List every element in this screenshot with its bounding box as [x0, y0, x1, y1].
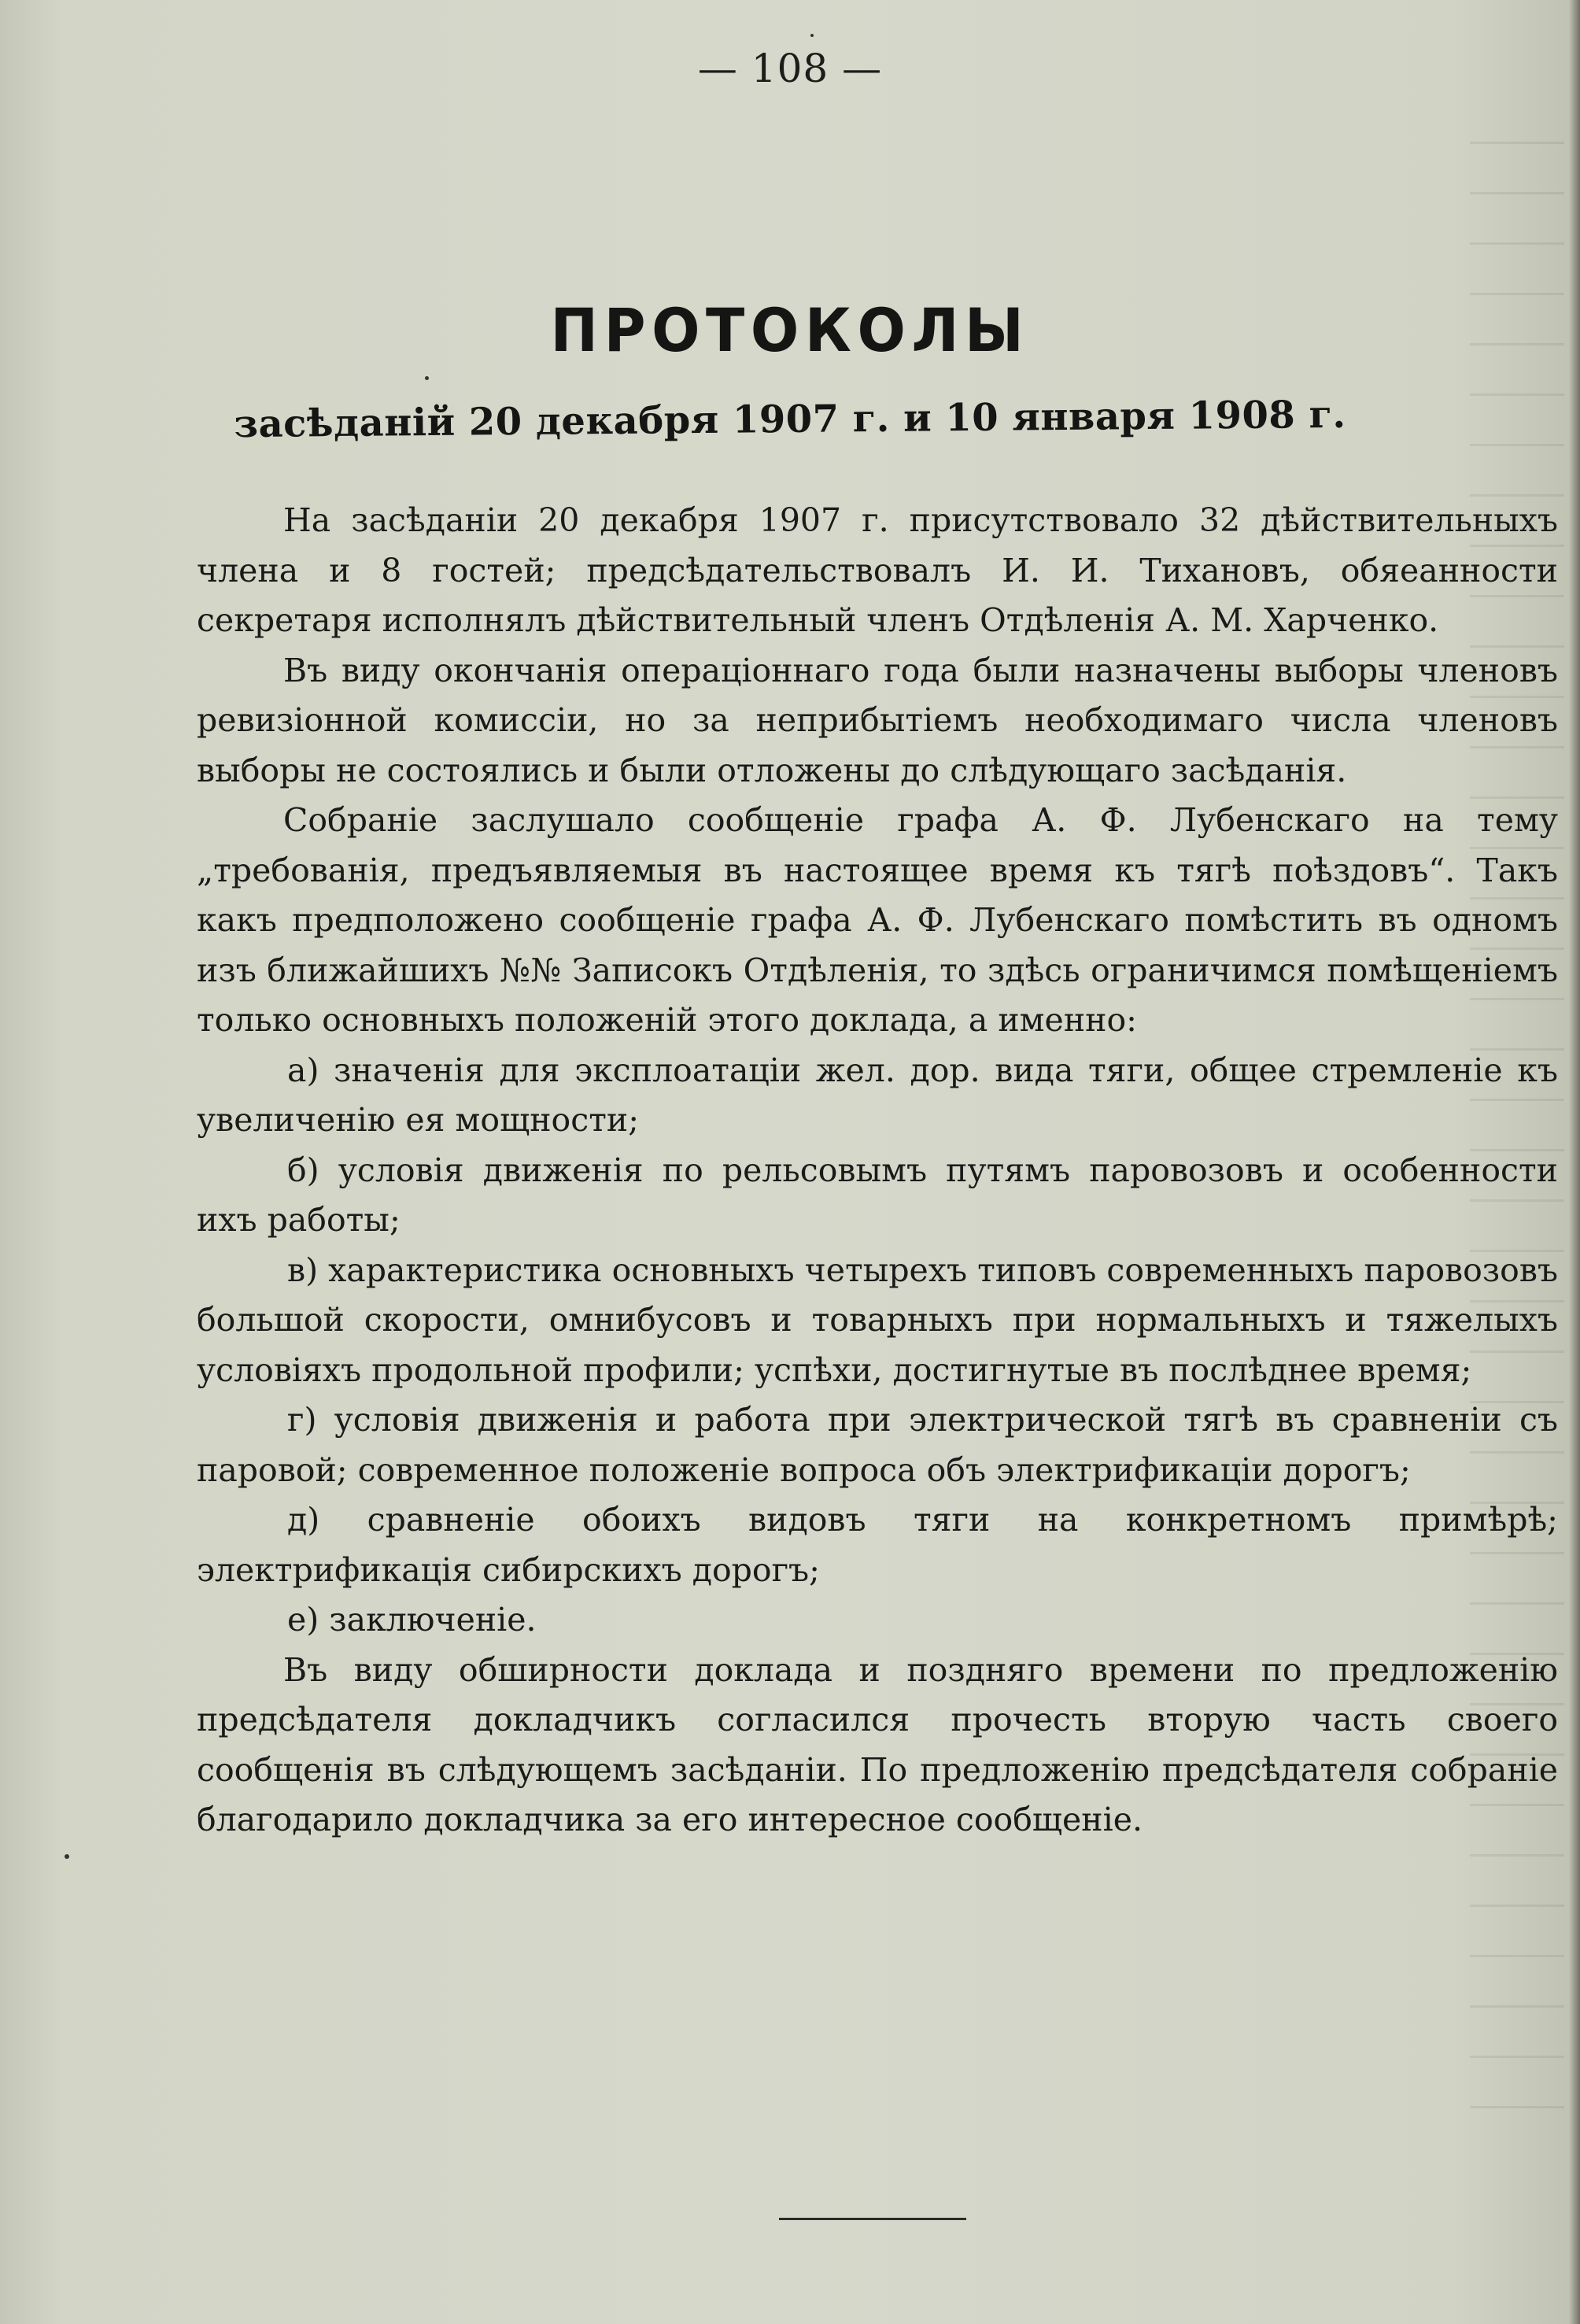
page-edge-shadow — [1569, 0, 1580, 2324]
list-item: а) значенія для эксплоатаціи жел. дор. вида тяги, общее стремленіе къ увеличенію ея мощности; — [197, 1051, 1558, 1139]
page-number: — 108 — — [697, 46, 883, 91]
page-title: ПРОТОКОЛЫ — [550, 295, 1030, 365]
paragraph: На засѣданіи 20 декабря 1907 г. присутствовало 32 дѣйствительныхъ члена и 8 гостей; предсѣдательствовалъ И. И. Тихановъ, обяеанности секретаря исполнялъ дѣйствительный членъ Отдѣленія А. М. Харченко. — [197, 501, 1558, 639]
document-body — [197, 496, 1558, 1846]
section-divider — [779, 2218, 966, 2220]
paragraph: Въ виду окончанія операціоннаго года были назначены выборы членовъ ревизіонной комиссіи, но за неприбытіемъ необходимаго числа членовъ выборы не состоялись и были отложены до слѣдующаго засѣданія. — [197, 651, 1558, 789]
page-subtitle: засѣданій 20 декабря 1907 г. и 10 января 1908 г. — [234, 392, 1346, 447]
print-speck — [65, 1854, 69, 1859]
list-item: в) характеристика основныхъ четырехъ типовъ современныхъ паровозовъ большой скорости, омнибусовъ и товарныхъ при нормальныхъ и тяжелыхъ условіяхъ продольной профили; успѣхи, достигнутые въ послѣднее время; — [197, 1251, 1558, 1389]
list-item: е) заключеніе. — [287, 1601, 537, 1639]
list-item: б) условія движенія по рельсовымъ путямъ паровозовъ и особенности ихъ работы; — [197, 1151, 1558, 1239]
closing-paragraph: Въ виду обширности доклада и поздняго времени по предложенію предсѣдателя докладчикъ согласился прочесть вторую часть своего сообщенія въ слѣдующемъ засѣданіи. По предложенію предсѣдателя собраніе благодарило докладчика за его интересное сообщеніе. — [197, 1650, 1558, 1838]
list-item: г) условія движенія и работа при электрической тягѣ въ сравненіи съ паровой; современное положеніе вопроса объ электрификаціи дорогъ; — [197, 1401, 1558, 1489]
print-speck — [425, 376, 429, 380]
paragraph: Собраніе заслушало сообщеніе графа А. Ф. Лубенскаго на тему „требованія, предъявляемыя въ настоящее время къ тягѣ поѣздовъ“. Такъ какъ предположено сообщеніе графа А. Ф. Лубенскаго помѣстить въ одномъ изъ ближайшихъ №№ Записокъ Отдѣленія, то здѣсь ограничимся помѣщеніемъ только основныхъ положеній этого доклада, а именно: — [197, 801, 1558, 1039]
print-speck — [810, 34, 814, 37]
list-item: д) сравненіе обоихъ видовъ тяги на конкретномъ примѣрѣ; электрификація сибирскихъ дорогъ; — [197, 1501, 1558, 1589]
